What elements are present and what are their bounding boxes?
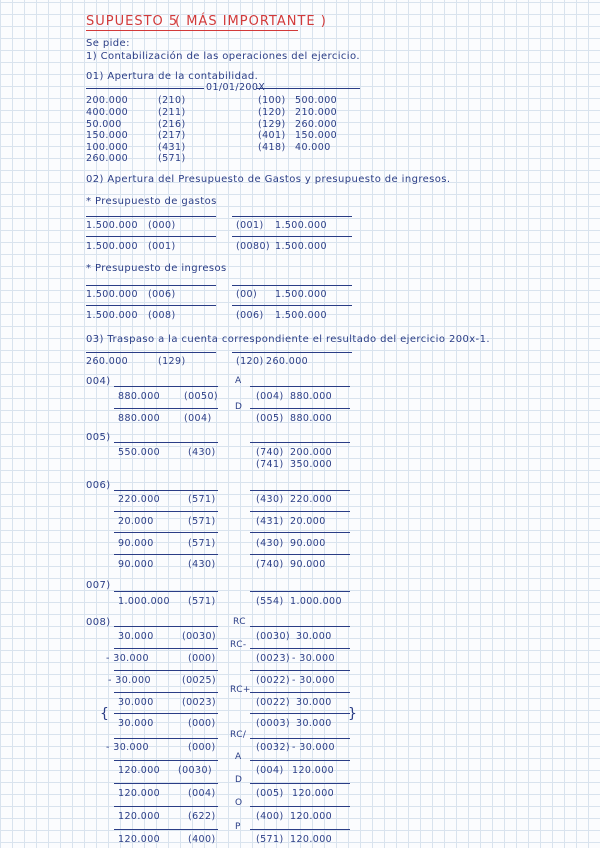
ingresos-row-line — [86, 285, 216, 286]
op04-right-acct: (005) — [256, 413, 284, 424]
apertura-left-acct: (211) — [158, 107, 186, 118]
op06-row-line — [114, 554, 218, 555]
op08-right-amount: 120.000 — [292, 765, 335, 776]
op05-right-acct: (741) — [256, 459, 284, 470]
op04-side-d: D — [235, 402, 243, 412]
op08-left-amount: - 30.000 — [106, 653, 149, 664]
op08-right-amount: - 30.000 — [292, 742, 335, 753]
op08-left-amount: 120.000 — [118, 811, 161, 822]
op08-side-tag: RC- — [230, 640, 247, 650]
op06-left-amount: 220.000 — [118, 494, 161, 505]
op04-left-acct: (004) — [184, 413, 212, 424]
op04-row-line — [250, 386, 350, 387]
op08-right-acct: (005) — [256, 788, 284, 799]
op08-right-amount: 120.000 — [292, 788, 335, 799]
op05-left-amount: 550.000 — [118, 447, 161, 458]
bracket-left-mark: { — [100, 706, 109, 722]
op08-left-amount: 120.000 — [118, 788, 161, 799]
op08-side-tag: RC+ — [230, 685, 251, 695]
op08-row-line — [250, 760, 350, 761]
op08-left-acct: (0023) — [182, 697, 216, 708]
op08-right-amount: 120.000 — [290, 811, 333, 822]
op04-label: 004) — [86, 376, 111, 387]
gastos-row-line — [86, 236, 216, 237]
op07-right-acct: (554) — [256, 596, 284, 607]
apertura-right-acct: (129) — [258, 119, 286, 130]
op08-left-acct: (000) — [188, 653, 216, 664]
op08-right-amount: - 30.000 — [292, 653, 335, 664]
op07-row-line — [250, 591, 350, 592]
apertura-right-acct: (100) — [258, 95, 286, 106]
op08-left-acct: (400) — [188, 834, 216, 845]
ingresos-heading: * Presupuesto de ingresos — [86, 263, 227, 274]
op08-side-tag: RC/ — [230, 730, 247, 740]
op05-row-line — [114, 442, 218, 443]
op08-left-amount: 120.000 — [118, 834, 161, 845]
op06-left-amount: 20.000 — [118, 516, 154, 527]
gastos-left-amount: 1.500.000 — [86, 241, 138, 252]
op06-row-line — [250, 532, 350, 533]
op08-row-line — [250, 713, 350, 714]
op08-left-amount: 30.000 — [118, 631, 154, 642]
gastos-right-amount: 1.500.000 — [275, 241, 327, 252]
op05-label: 005) — [86, 432, 111, 443]
op08-label: 008) — [86, 617, 111, 628]
op08-left-amount: - 30.000 — [108, 675, 151, 686]
op06-left-amount: 90.000 — [118, 538, 154, 549]
exercise-title: SUPUESTO 5 — [86, 14, 179, 29]
op08-side-tag: D — [235, 775, 243, 785]
op06-right-amount: 220.000 — [290, 494, 333, 505]
op03-heading: 03) Traspaso a la cuenta correspondiente el resultado del ejercicio 200x-1. — [86, 334, 490, 345]
op04-left-acct: (0050) — [184, 391, 218, 402]
op04-left-amount: 880.000 — [118, 391, 161, 402]
op02-heading: 02) Apertura del Presupuesto de Gastos y presupuesto de ingresos. — [86, 174, 451, 185]
gastos-row-line — [232, 216, 352, 217]
op06-row-line — [114, 532, 218, 533]
op08-right-acct: (400) — [256, 811, 284, 822]
op06-row-line — [250, 490, 350, 491]
op06-label: 006) — [86, 480, 111, 491]
ingresos-left-amount: 1.500.000 — [86, 289, 138, 300]
bracket-right-mark: } — [348, 706, 357, 722]
op08-side-tag: RC — [233, 617, 246, 627]
op06-row-line — [114, 511, 218, 512]
op08-right-acct: (0023) — [256, 653, 290, 664]
op07-right-amount: 1.000.000 — [290, 596, 342, 607]
ingresos-right-amount: 1.500.000 — [275, 289, 327, 300]
op08-left-acct: (000) — [188, 742, 216, 753]
op08-row-line — [250, 626, 350, 627]
op07-left-acct: (571) — [188, 596, 216, 607]
op05-row-line — [250, 442, 350, 443]
op04-right-acct: (004) — [256, 391, 284, 402]
op08-left-amount: 30.000 — [118, 697, 154, 708]
gastos-right-amount: 1.500.000 — [275, 220, 327, 231]
apertura-left-line — [86, 88, 204, 89]
op08-left-amount: 120.000 — [118, 765, 161, 776]
op03-right-amount: 260.000 — [266, 356, 309, 367]
apertura-left-amount: 50.000 — [86, 119, 122, 130]
op07-row-line — [114, 591, 218, 592]
apertura-left-amount: 400.000 — [86, 107, 129, 118]
op08-side-tag: O — [235, 798, 243, 808]
gastos-row-line — [232, 236, 352, 237]
op08-right-amount: 30.000 — [296, 631, 332, 642]
ingresos-row-line — [232, 285, 352, 286]
op06-right-amount: 90.000 — [290, 538, 326, 549]
op06-right-acct: (740) — [256, 559, 284, 570]
op08-left-amount: 30.000 — [118, 718, 154, 729]
op04-side-a: A — [235, 376, 242, 386]
apertura-left-acct: (210) — [158, 95, 186, 106]
ingresos-left-acct: (008) — [148, 310, 176, 321]
gastos-heading: * Presupuesto de gastos — [86, 196, 217, 207]
op08-row-line — [114, 692, 218, 693]
op08-right-acct: (0032) — [256, 742, 290, 753]
op08-left-acct: (0030) — [182, 631, 216, 642]
op08-left-acct: (622) — [188, 811, 216, 822]
apertura-left-acct: (431) — [158, 142, 186, 153]
op04-row-line — [114, 386, 218, 387]
op08-row-line — [250, 648, 350, 649]
ingresos-left-amount: 1.500.000 — [86, 310, 138, 321]
op04-right-amount: 880.000 — [290, 413, 333, 424]
op08-row-line — [114, 829, 218, 830]
op08-right-acct: (0022) — [256, 697, 290, 708]
op03-row-line — [232, 352, 352, 353]
op05-right-amount: 350.000 — [290, 459, 333, 470]
op05-left-acct: (430) — [188, 447, 216, 458]
op08-row-line — [114, 626, 218, 627]
gastos-left-acct: (000) — [148, 220, 176, 231]
op06-right-acct: (430) — [256, 538, 284, 549]
op06-left-acct: (571) — [188, 516, 216, 527]
op08-row-line — [250, 738, 350, 739]
op05-right-amount: 200.000 — [290, 447, 333, 458]
op06-row-line — [250, 554, 350, 555]
op08-side-tag: P — [235, 822, 241, 832]
op08-row-line — [250, 783, 350, 784]
apertura-left-amount: 150.000 — [86, 130, 129, 141]
op08-left-acct: (0025) — [182, 675, 216, 686]
apertura-date: 01/01/200X — [206, 82, 266, 93]
op07-label: 007) — [86, 580, 111, 591]
op01-heading: 01) Apertura de la contabilidad. — [86, 71, 259, 82]
gastos-right-acct: (001) — [236, 220, 264, 231]
op05-right-acct: (740) — [256, 447, 284, 458]
apertura-right-acct: (418) — [258, 142, 286, 153]
op08-side-tag: A — [235, 752, 242, 762]
op03-left-amount: 260.000 — [86, 356, 129, 367]
op03-left-acct: (129) — [158, 356, 186, 367]
op08-right-amount: - 30.000 — [292, 675, 335, 686]
op04-row-line — [250, 408, 350, 409]
op08-row-line — [114, 713, 218, 714]
gastos-row-line — [86, 216, 216, 217]
gastos-left-acct: (001) — [148, 241, 176, 252]
apertura-right-acct: (120) — [258, 107, 286, 118]
ingresos-right-acct: (006) — [236, 310, 264, 321]
apertura-left-amount: 100.000 — [86, 142, 129, 153]
op08-row-line — [114, 738, 218, 739]
op06-left-acct: (430) — [188, 559, 216, 570]
op08-row-line — [114, 760, 218, 761]
apertura-left-amount: 260.000 — [86, 153, 129, 164]
apertura-right-amount: 150.000 — [295, 130, 338, 141]
op08-left-acct: (000) — [188, 718, 216, 729]
ingresos-right-acct: (00) — [236, 289, 258, 300]
op06-right-acct: (431) — [256, 516, 284, 527]
op08-right-amount: 30.000 — [296, 718, 332, 729]
op08-right-acct: (004) — [256, 765, 284, 776]
op08-row-line — [250, 806, 350, 807]
op08-right-acct: (0003) — [256, 718, 290, 729]
op03-right-acct: (120) — [236, 356, 264, 367]
ingresos-row-line — [232, 305, 352, 306]
op08-right-acct: (0030) — [256, 631, 290, 642]
op06-right-amount: 20.000 — [290, 516, 326, 527]
ingresos-right-amount: 1.500.000 — [275, 310, 327, 321]
op06-right-acct: (430) — [256, 494, 284, 505]
exercise-title-note: ( MÁS IMPORTANTE ) — [175, 14, 327, 29]
op08-row-line — [114, 648, 218, 649]
op08-row-line — [114, 806, 218, 807]
op08-row-line — [114, 783, 218, 784]
apertura-right-amount: 40.000 — [295, 142, 331, 153]
title-underline — [86, 30, 298, 31]
op08-right-acct: (571) — [256, 834, 284, 845]
op08-right-amount: 120.000 — [290, 834, 333, 845]
apertura-left-acct: (216) — [158, 119, 186, 130]
op06-row-line — [250, 511, 350, 512]
apertura-right-amount: 260.000 — [295, 119, 338, 130]
op06-left-acct: (571) — [188, 538, 216, 549]
se-pide-label: Se pide: — [86, 38, 130, 49]
op06-row-line — [114, 490, 218, 491]
gastos-left-amount: 1.500.000 — [86, 220, 138, 231]
apertura-right-amount: 210.000 — [295, 107, 338, 118]
op06-right-amount: 90.000 — [290, 559, 326, 570]
op03-row-line — [86, 352, 216, 353]
gastos-right-acct: (0080) — [236, 241, 270, 252]
op04-left-amount: 880.000 — [118, 413, 161, 424]
op08-right-amount: 30.000 — [296, 697, 332, 708]
apertura-right-acct: (401) — [258, 130, 286, 141]
op08-right-acct: (0022) — [256, 675, 290, 686]
op06-left-acct: (571) — [188, 494, 216, 505]
op04-row-line — [114, 408, 218, 409]
apertura-left-acct: (571) — [158, 153, 186, 164]
op08-row-line — [114, 670, 218, 671]
ingresos-row-line — [86, 305, 216, 306]
apertura-right-amount: 500.000 — [295, 95, 338, 106]
op08-left-acct: (0030) — [178, 765, 212, 776]
op04-right-amount: 880.000 — [290, 391, 333, 402]
op07-left-amount: 1.000.000 — [118, 596, 170, 607]
ingresos-left-acct: (006) — [148, 289, 176, 300]
op08-row-line — [250, 670, 350, 671]
apertura-left-acct: (217) — [158, 130, 186, 141]
task-1-text: 1) Contabilización de las operaciones del ejercicio. — [86, 51, 360, 62]
op08-row-line — [250, 829, 350, 830]
op08-left-acct: (004) — [188, 788, 216, 799]
apertura-right-line — [256, 88, 360, 89]
op08-left-amount: - 30.000 — [106, 742, 149, 753]
apertura-left-amount: 200.000 — [86, 95, 129, 106]
op06-left-amount: 90.000 — [118, 559, 154, 570]
op08-row-line — [250, 692, 350, 693]
